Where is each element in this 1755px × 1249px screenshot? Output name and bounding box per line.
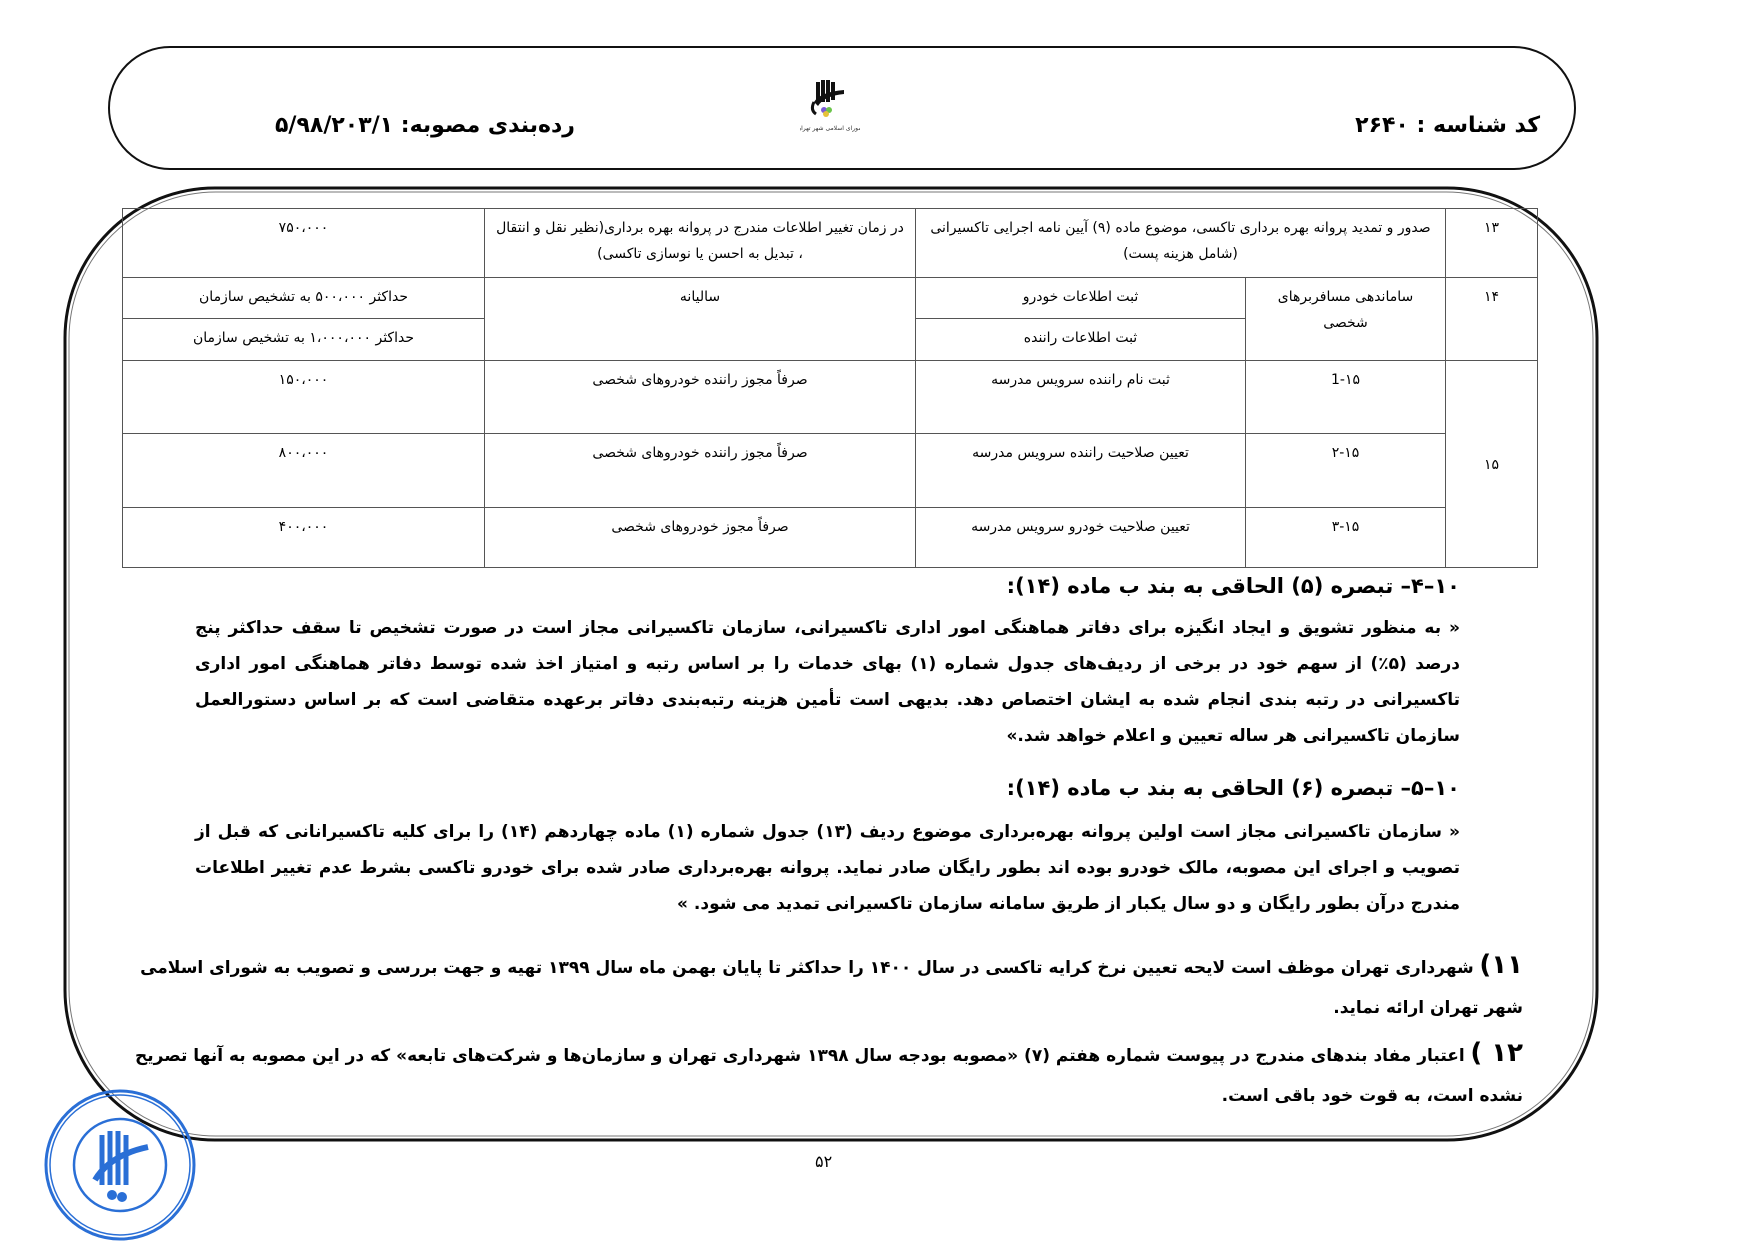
table-row-14a xyxy=(123,278,1538,319)
sub-code: ۲-۱۵ xyxy=(1246,434,1446,508)
sub-condition: صرفاً مجوز راننده خودروهای شخصی xyxy=(485,361,916,434)
resolution-classification: رده‌بندی مصوبه: ۵/۹۸/۲۰۳/۱ xyxy=(275,113,575,138)
row-title: ساماندهی مسافربرهای شخصی xyxy=(1246,278,1446,361)
sub-amount: حداکثر ۵۰۰،۰۰۰ به تشخیص سازمان xyxy=(123,278,485,319)
fee-table xyxy=(122,208,1538,568)
table-row-15-3 xyxy=(123,508,1538,568)
table-row-15-1 xyxy=(123,361,1538,434)
item-12-body: اعتبار مفاد بندهای مندرج در پیوست شماره هفتم (۷) «مصوبه بودجه سال ۱۳۹۸ شهرداری تهران و سازمان‌ها و شرکت‌های تابعه» که در این مصوبه به آنها تصریح نشده است، به قوت خود باقی است. xyxy=(134,1046,1523,1106)
row-title: صدور و تمدید پروانه بهره برداری تاکسی، موضوع ماده (۹) آیین نامه اجرایی تاکسیرانی (شامل هزینه پست) xyxy=(916,209,1446,278)
sub-amount: ۸۰۰،۰۰۰ xyxy=(123,434,485,508)
sub-item: ثبت اطلاعات راننده xyxy=(916,319,1246,361)
sub-item: تعیین صلاحیت راننده سرویس مدرسه xyxy=(916,434,1246,508)
item-11 xyxy=(113,948,1523,1028)
sub-item: ثبت اطلاعات خودرو xyxy=(916,278,1246,319)
sub-item: تعیین صلاحیت خودرو سرویس مدرسه xyxy=(916,508,1246,568)
item-12-number: ۱۲ ) xyxy=(1470,1038,1523,1068)
sub-item: ثبت نام راننده سرویس مدرسه xyxy=(916,361,1246,434)
page-number: ۵۲ xyxy=(815,1152,833,1171)
item-11-number: ۱۱) xyxy=(1479,950,1523,980)
sub-condition: صرفاً مجوز خودروهای شخصی xyxy=(485,508,916,568)
council-logo-icon xyxy=(800,76,860,136)
sub-code: ۳-۱۵ xyxy=(1246,508,1446,568)
sub-amount: ۴۰۰،۰۰۰ xyxy=(123,508,485,568)
document-code: کد شناسه : ۲۶۴۰ xyxy=(1355,113,1540,138)
section-10-4-heading: ۱۰–۴– تبصره (۵) الحاقی به بند ب ماده (۱۴): xyxy=(1006,574,1460,598)
row-condition: سالیانه xyxy=(485,278,916,361)
section-10-5-body: « سازمان تاکسیرانی مجاز است اولین پروانه بهره‌برداری موضوع ردیف (۱۳) جدول شماره (۱) ماده چهاردهم (۱۴) را برای کلیه تاکسیرانانی که قبل از تصویب و اجرای این مصوبه، مالک خودرو بوده اند بطور رایگان صادر نماید. پروانه بهره‌برداری صادر شده برای خودرو تاکسی بشرط عدم تغییر اطلاعات مندرج درآن بطور رایگان و دو سال یکبار از طریق سامانه سازمان تاکسیرانی تمدید می شود. » xyxy=(195,822,1460,914)
council-seal-stamp xyxy=(40,1085,200,1245)
row-condition: در زمان تغییر اطلاعات مندرج در پروانه بهره برداری(نظیر نقل و انتقال ، تبدیل به احسن یا نوسازی تاکسی) xyxy=(485,209,916,278)
section-10-4-body: « به منظور تشویق و ایجاد انگیزه برای دفاتر هماهنگی امور اداری تاکسیرانی، سازمان تاکسیرانی مجاز است در صورت تشخیص تا سقف حداکثر پنج درصد (۵٪) از سهم خود در برخی از ردیف‌های جدول شماره (۱) بهای خدمات را بر اساس رتبه و امتیاز اخذ شده توسط دفاتر هماهنگی امور اداری تاکسیرانی در رتبه بندی انجام شده به ایشان اختصاص دهد. بدیهی است تأمین هزینه رتبه‌بندی دفاتر برعهده متقاضی است که بر اساس دستورالعمل سازمان تاکسیرانی هر ساله تعیین و اعلام خواهد شد.» xyxy=(195,618,1460,746)
section-10-5-heading: ۱۰–۵– تبصره (۶) الحاقی به بند ب ماده (۱۴): xyxy=(1006,776,1460,800)
logo-caption: شورای اسلامی شهر تهران xyxy=(800,125,860,132)
item-12 xyxy=(113,1036,1523,1116)
row-number: ۱۳ xyxy=(1446,209,1538,278)
sub-code: 1-۱۵ xyxy=(1246,361,1446,434)
row-number: ۱۵ xyxy=(1446,361,1538,568)
table-row-15-2 xyxy=(123,434,1538,508)
sub-amount: ۱۵۰،۰۰۰ xyxy=(123,361,485,434)
table-row-13 xyxy=(123,209,1538,278)
sub-condition: صرفاً مجوز راننده خودروهای شخصی xyxy=(485,434,916,508)
item-11-body: شهرداری تهران موظف است لایحه تعیین نرخ کرایه تاکسی در سال ۱۴۰۰ را حداکثر تا پایان بهمن ماه سال ۱۳۹۹ تهیه و جهت بررسی و تصویب به شورای اسلامی شهر تهران ارائه نماید. xyxy=(140,958,1523,1018)
row-amount: ۷۵۰،۰۰۰ xyxy=(123,209,485,278)
sub-amount: حداکثر ۱،۰۰۰،۰۰۰ به تشخیص سازمان xyxy=(123,319,485,361)
row-number: ۱۴ xyxy=(1446,278,1538,361)
